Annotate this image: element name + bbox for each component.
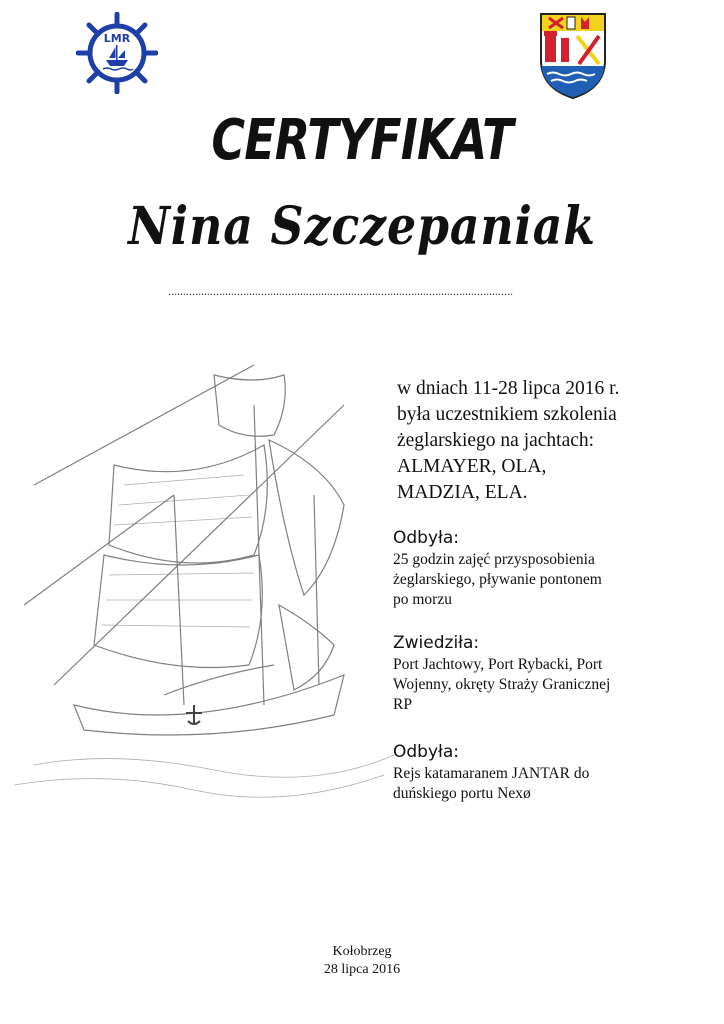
- section-heading: Zwiedziła:: [393, 633, 480, 653]
- footer-date: 28 lipca 2016: [323, 962, 401, 977]
- footer-place: Kołobrzeg: [332, 944, 392, 959]
- sailing-ship-illustration: [14, 345, 394, 815]
- sailing-ship-sketch-icon: [14, 345, 394, 815]
- section-heading: Odbyła:: [393, 528, 459, 548]
- section-line: Port Jachtowy, Port Rybacki, Port: [393, 656, 603, 673]
- intro-text: [397, 376, 717, 506]
- intro-line: była uczestnikiem szkolenia: [397, 404, 617, 425]
- section-line: duńskiego portu Nexø: [393, 785, 531, 802]
- intro-line: żeglarskiego na jachtach:: [397, 430, 595, 451]
- section-line: Rejs katamaranem JANTAR do: [393, 765, 590, 782]
- lmr-logo: [76, 12, 158, 94]
- section-line: 25 godzin zajęć przysposobienia: [393, 551, 595, 568]
- section-cruise: [393, 742, 713, 804]
- section-visited: [393, 633, 713, 715]
- section-line: Wojenny, okręty Straży Granicznej: [393, 676, 611, 693]
- kolobrzeg-coat-of-arms-icon: [537, 10, 609, 100]
- section-line: RP: [393, 696, 412, 713]
- intro-line: MADZIA, ELA.: [397, 482, 528, 503]
- section-line: żeglarskiego, pływanie pontonem: [393, 571, 602, 588]
- lmr-logo-text: LMR: [103, 32, 131, 45]
- certificate-title: CERTYFIKAT: [211, 108, 513, 173]
- footer: [0, 943, 724, 979]
- ship-wheel-logo-icon: [76, 12, 158, 94]
- participant-name: Nina Szczepaniak: [128, 196, 596, 257]
- intro-line: w dniach 11-28 lipca 2016 r.: [397, 378, 620, 399]
- section-completed-training: [393, 528, 713, 610]
- dotted-line: ...................................................................................................................: [168, 284, 513, 298]
- section-line: po morzu: [393, 591, 452, 608]
- intro-line: ALMAYER, OLA,: [397, 456, 547, 477]
- coat-of-arms: [537, 10, 609, 100]
- section-heading: Odbyła:: [393, 742, 459, 762]
